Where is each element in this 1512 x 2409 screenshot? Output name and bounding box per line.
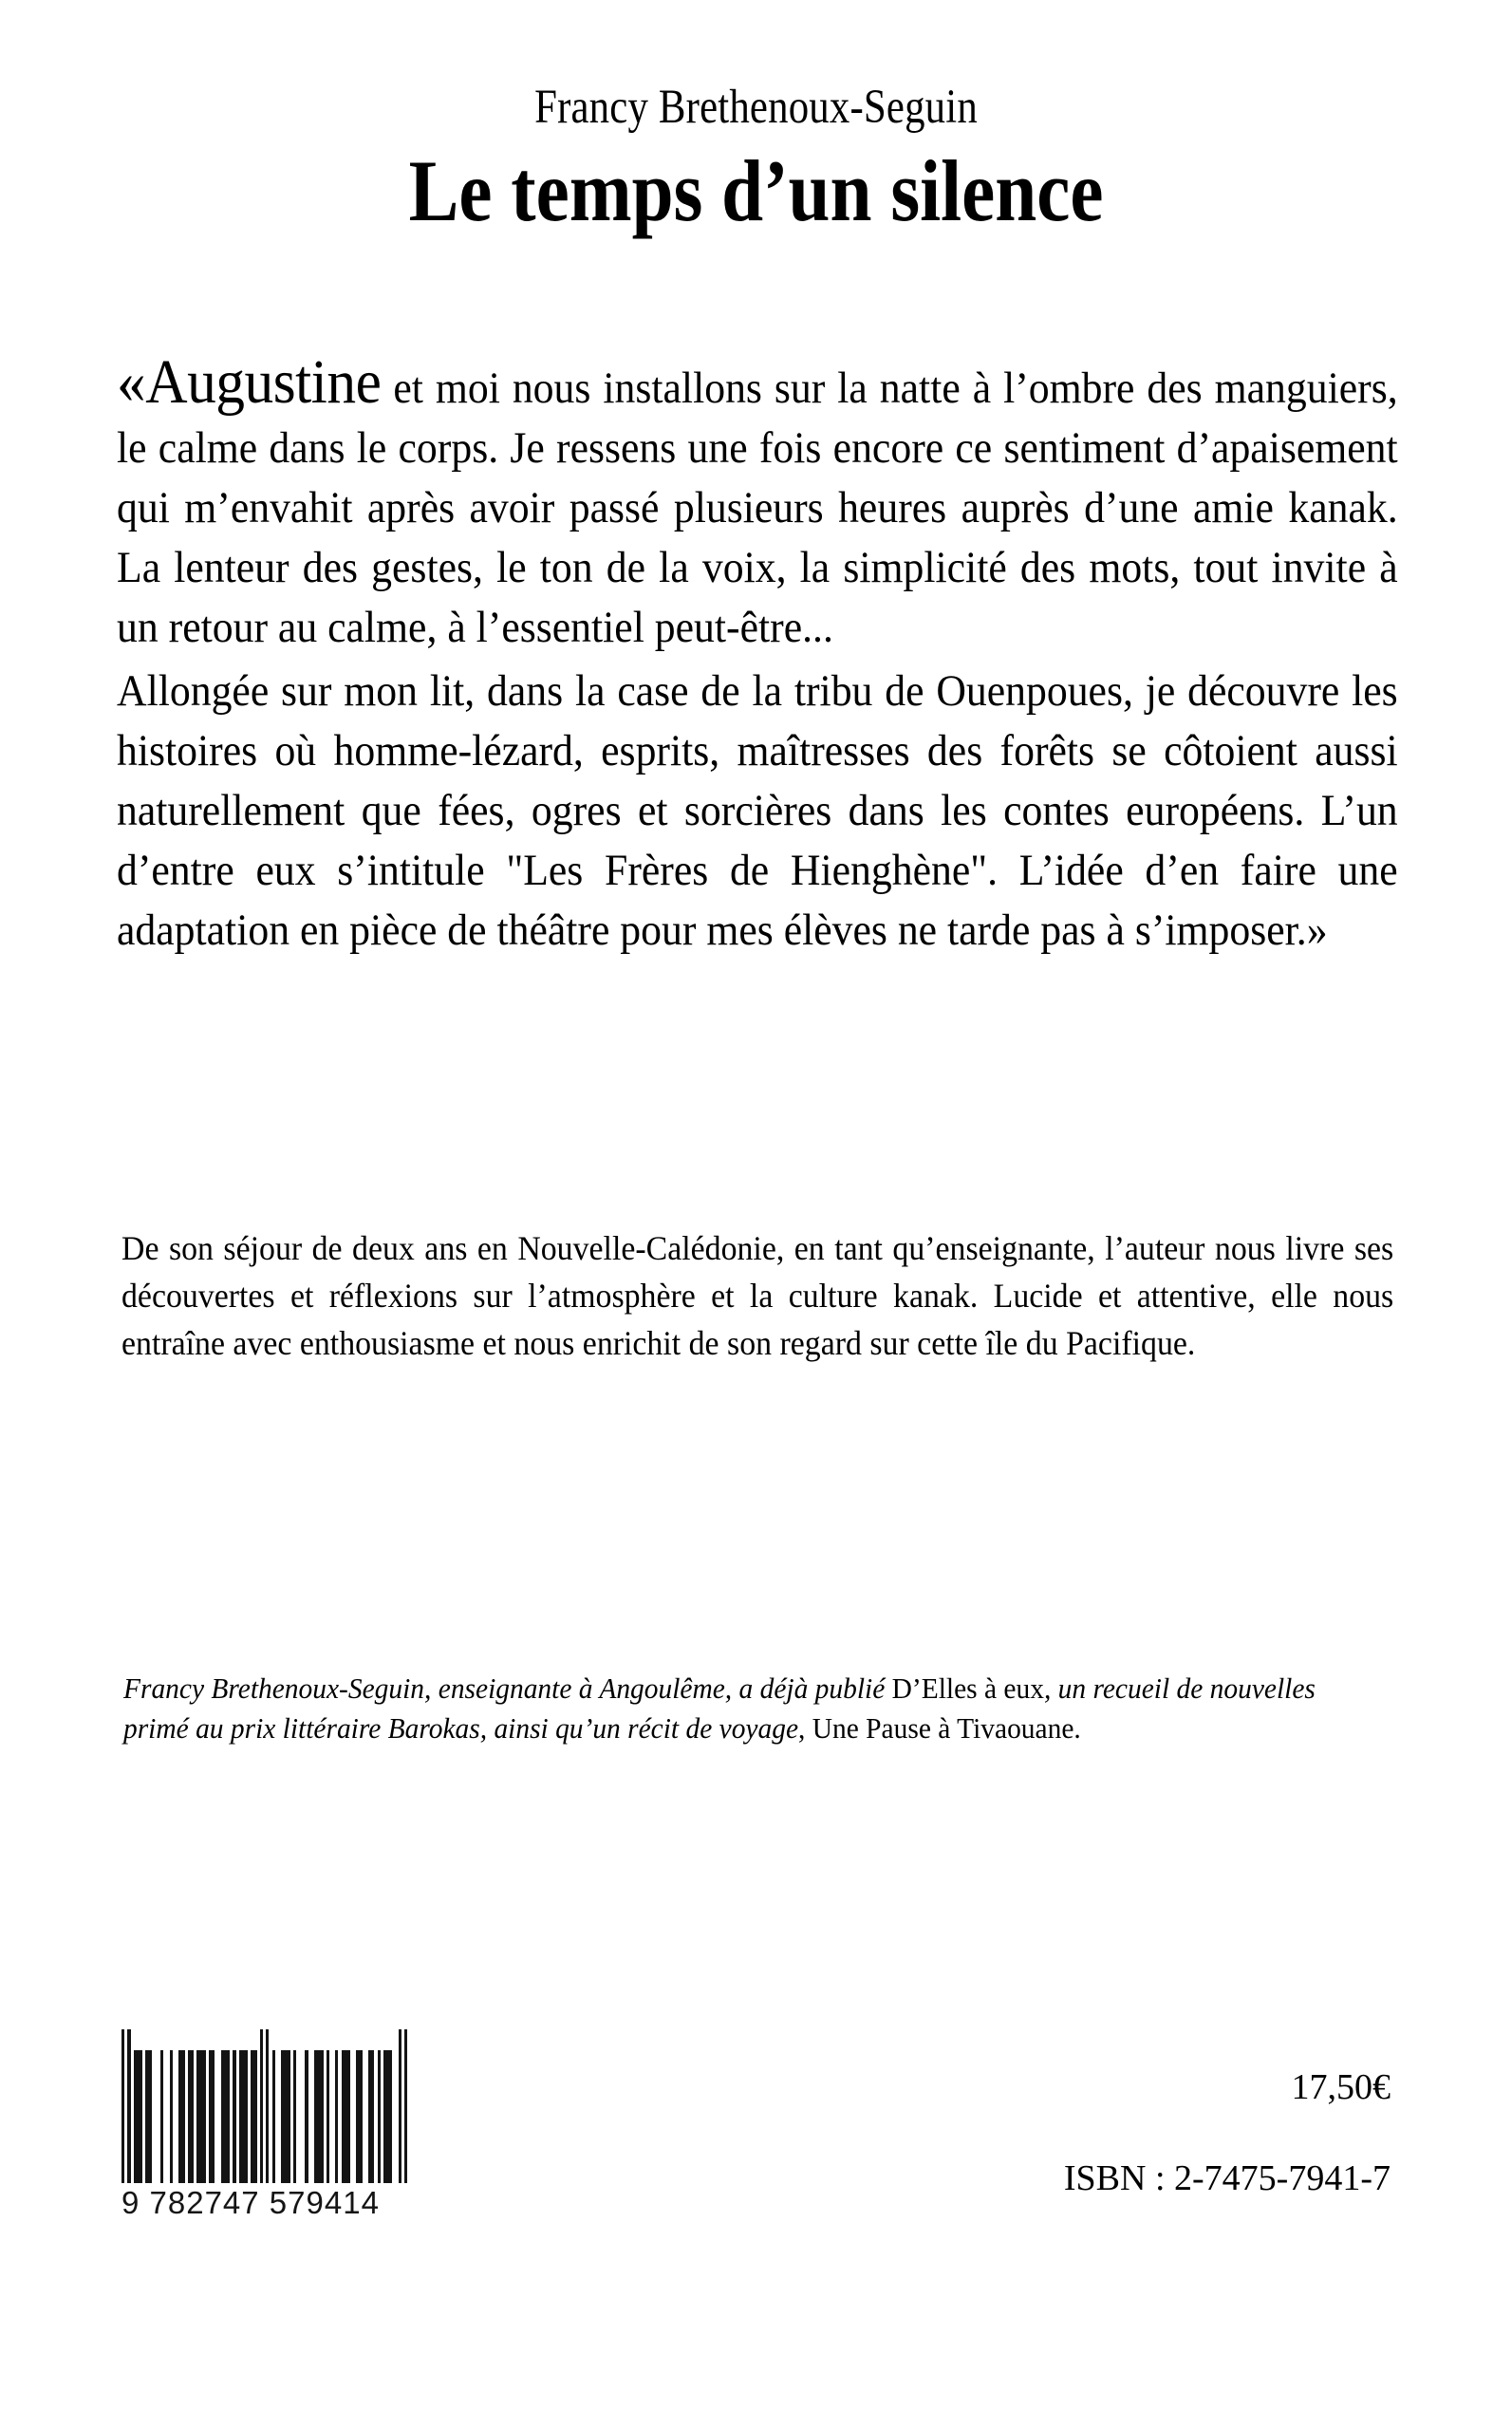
bio-title-delles-a-eux: D’Elles à eux (891, 1671, 1044, 1705)
price-isbn-block (897, 2069, 1391, 2196)
price-label: 17,50€ (1291, 2067, 1391, 2107)
description-text: De son séjour de deux ans en Nouvelle-Calédonie, en tant qu’enseignante, l’auteur nous livre ses découvertes et réflexions sur l’atmosphère et la culture kanak. Lucide et attentive, elle nous entraîne avec enthousiasme et nous enrichit de son regard sur cette île du Pacifique. (121, 1229, 1394, 1362)
barcode-digits: 9 782747 579414 (121, 2185, 380, 2220)
bio-title-une-pause-a-tivaouane: , Une Pause à Tivaouane. (798, 1711, 1081, 1745)
author-bio-note (123, 1669, 1376, 1748)
barcode (121, 2050, 425, 2221)
author-name: Francy Brethenoux-Seguin (534, 81, 978, 134)
quote-body-2: Allongée sur mon lit, dans la case de la tribu de Ouenpoues, je découvre les histoires où homme-lézard, esprits, maîtresses des forêts se côtoient aussi naturellement que fées, ogres et sorcières dans les contes européens. L’un d’entre eux s’intitule "Les Frères de Hienghène". L’idée d’en faire une adaptation en pièce de théâtre pour mes élèves ne tarde pas à s’imposer.» (117, 666, 1398, 955)
cover-header (0, 81, 1512, 239)
quote-paragraph-1 (117, 347, 1398, 658)
description-block (121, 1224, 1393, 1367)
pull-quote (117, 347, 1398, 961)
quote-body-1: et moi nous installons sur la natte à l’ombre des manguiers, le calme dans le corps. Je ressens une fois encore ce sentiment d’apaisement qui m’envahit après avoir passé plusieurs heures auprès d’une amie kanak. La lenteur des gestes, le ton de la voix, la simplicité des mots, tout invite à un retour au calme, à l’essentiel peut-être... (117, 364, 1398, 652)
description-paragraph (121, 1224, 1393, 1367)
barcode-bars (121, 2050, 408, 2183)
quote-lead-word: «Augustine (117, 347, 382, 417)
bio-part-1: Francy Brethenoux-Seguin, enseignante à Angoulême, a déjà publié (123, 1671, 892, 1705)
quote-paragraph-2 (117, 662, 1398, 961)
book-title: Le temps d’un silence (408, 142, 1104, 239)
bio-part-3: , un recueil de nouvelles primé au prix littéraire Barokas, ainsi qu’un récit de voyage (123, 1671, 1316, 1745)
isbn-label: ISBN : 2-7475-7941-7 (1063, 2158, 1391, 2198)
